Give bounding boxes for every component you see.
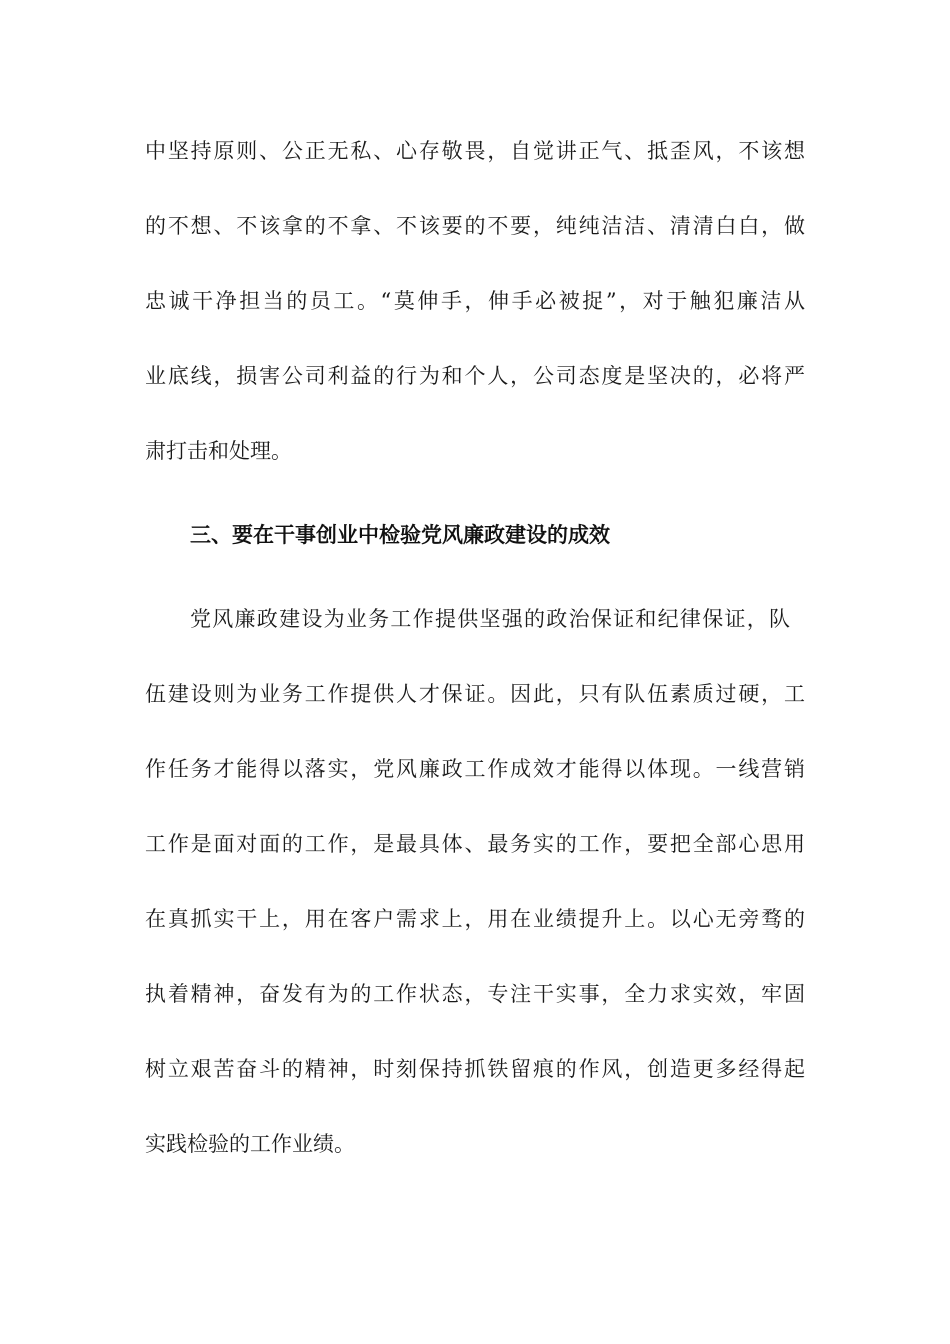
paragraph-line: 业底线，损害公司利益的行为和个人，公司态度是坚决的，必将严 — [145, 364, 805, 388]
paragraph-line: 伍建设则为业务工作提供人才保证。因此，只有队伍素质过硬，工 — [145, 682, 805, 706]
paragraph-line: 树立艰苦奋斗的精神，时刻保持抓铁留痕的作风，创造更多经得起 — [145, 1057, 805, 1081]
paragraph-line: 在真抓实干上，用在客户需求上，用在业绩提升上。以心无旁骛的 — [145, 907, 805, 931]
paragraph-line: 忠诚干净担当的员工。“莫伸手，伸手必被捉”，对于触犯廉洁从 — [145, 289, 805, 313]
paragraph-line: 的不想、不该拿的不拿、不该要的不要，纯纯洁洁、清清白白，做 — [145, 214, 805, 238]
paragraph-line: 工作是面对面的工作，是最具体、最务实的工作，要把全部心思用 — [145, 832, 805, 856]
paragraph-line: 作任务才能得以落实，党风廉政工作成效才能得以体现。一线营销 — [145, 757, 805, 781]
paragraph-line: 实践检验的工作业绩。 — [145, 1132, 355, 1156]
paragraph-line: 中坚持原则、公正无私、心存敬畏，自觉讲正气、抵歪风，不该想 — [145, 139, 805, 163]
paragraph-line: 执着精神，奋发有为的工作状态，专注干实事，全力求实效，牢固 — [145, 982, 805, 1006]
paragraph-line: 党风廉政建设为业务工作提供坚强的政治保证和纪律保证，队 — [190, 607, 790, 631]
section-heading: 三、要在干事创业中检验党风廉政建设的成效 — [190, 523, 610, 547]
paragraph-line: 肃打击和处理。 — [145, 439, 292, 463]
